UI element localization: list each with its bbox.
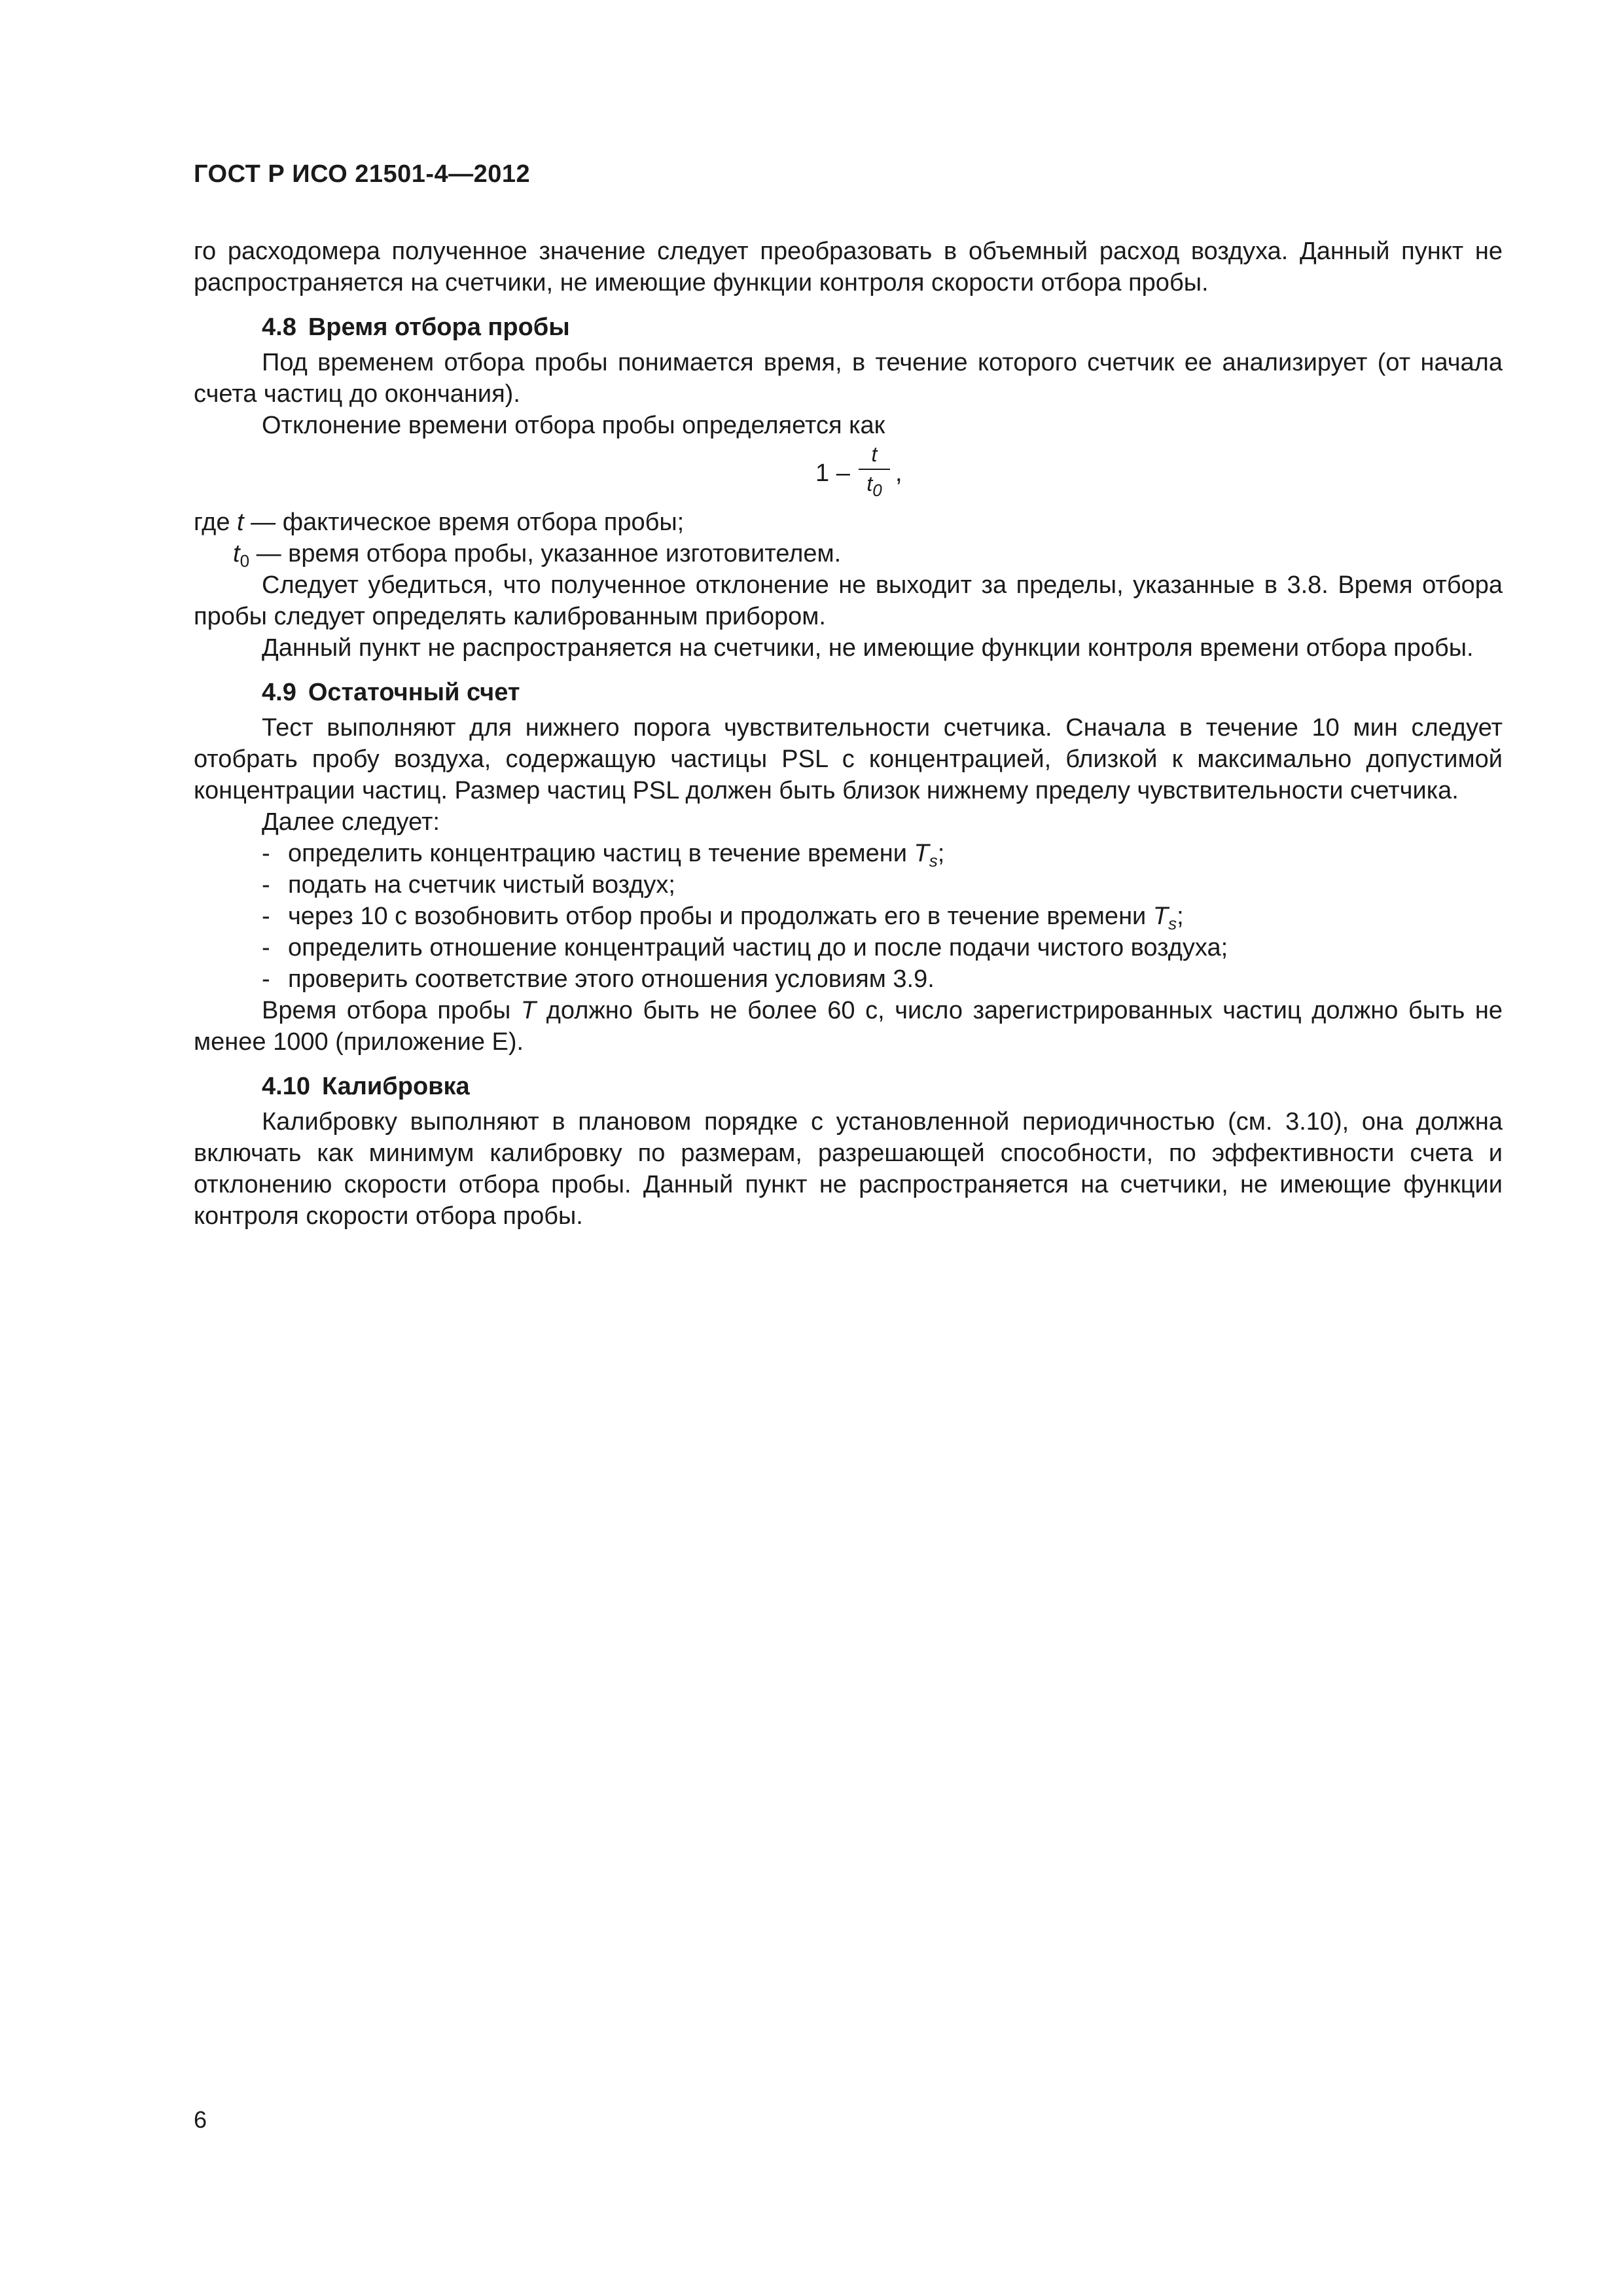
where-line-1: где t — фактическое время отбора пробы; (194, 509, 685, 536)
page-number: 6 (194, 2106, 207, 2133)
paragraph: Время отбора пробы T должно быть не более 60 с, число зарегистрированных частиц должно быть не менее 1000 (приложение Е). (194, 997, 1503, 1056)
paragraph: Отклонение времени отбора пробы определяется как (262, 412, 885, 439)
deviation-formula (194, 441, 1503, 507)
section-number: 4.9 (262, 679, 296, 706)
paragraph: Далее следует: (262, 808, 440, 836)
list-item: - определить концентрацию частиц в течение времени $T_s$; (262, 840, 945, 870)
paragraph: Тест выполняют для нижнего порога чувствительности счетчика. Сначала в течение 10 мин следует отобрать пробу воздуха, содержащую частицы PSL с концентрацией, близкой к максимально допустимой концентрации частиц. Размер частиц PSL должен быть близок нижнему пределу чувствительности счетчика. (194, 714, 1503, 804)
formula-comma: , (895, 459, 902, 487)
fraction-numerator: t (871, 442, 878, 466)
list-item: - определить отношение концентраций частиц до и после подачи чистого воздуха; (262, 934, 1228, 961)
section-title: Остаточный счет (308, 679, 520, 706)
intro-paragraph: го расходомера полученное значение следует преобразовать в объемный расход воздуха. Данный пункт не распространяется на счетчики, не имеющие функции контроля скорости отбора пробы. (194, 238, 1503, 296)
paragraph: Данный пункт не распространяется на счетчики, не имеющие функции контроля времени отбора пробы. (262, 634, 1474, 662)
paragraph: Следует убедиться, что полученное отклонение не выходит за пределы, указанные в 3.8. Время отбора пробы следует определять калиброванным прибором. (194, 571, 1503, 630)
paragraph: Калибровку выполняют в плановом порядке с установленной периодичностью (см. 3.10), она должна включать как минимум калибровку по размерам, разрешающей способности, по эффективности счета и отклонению скорости отбора пробы. Данный пункт не распространяется на счетчики, не имеющие функции контроля скорости отбора пробы. (194, 1108, 1503, 1230)
steps-list (194, 838, 1503, 995)
paragraph: Под временем отбора пробы понимается время, в течение которого счетчик ее анализирует (от начала счета частиц до окончания). (194, 349, 1503, 408)
fraction-bar (859, 469, 890, 470)
list-item: - подать на счетчик чистый воздух; (262, 871, 675, 899)
document-page (194, 160, 1503, 1232)
list-item: - проверить соответствие этого отношения условиям 3.9. (262, 965, 935, 993)
section-4-9-heading (262, 677, 1503, 708)
where-line-2: $t_0$ — время отбора пробы, указанное изготовителем. (233, 540, 842, 571)
section-4-10-heading (262, 1071, 1503, 1102)
section-4-8-heading (262, 312, 1503, 343)
section-title: Время отбора пробы (308, 314, 570, 341)
section-number: 4.8 (262, 314, 296, 341)
list-item: - через 10 с возобновить отбор пробы и продолжать его в течение времени $T_s$; (262, 903, 1184, 933)
fraction-denominator: $t_0$ (866, 472, 882, 500)
document-header: ГОСТ Р ИСО 21501-4—2012 (194, 160, 531, 188)
section-number: 4.10 (262, 1073, 310, 1100)
formula-lhs: 1 – (815, 459, 850, 487)
section-title: Калибровка (321, 1073, 470, 1100)
formula-fraction (855, 441, 894, 500)
